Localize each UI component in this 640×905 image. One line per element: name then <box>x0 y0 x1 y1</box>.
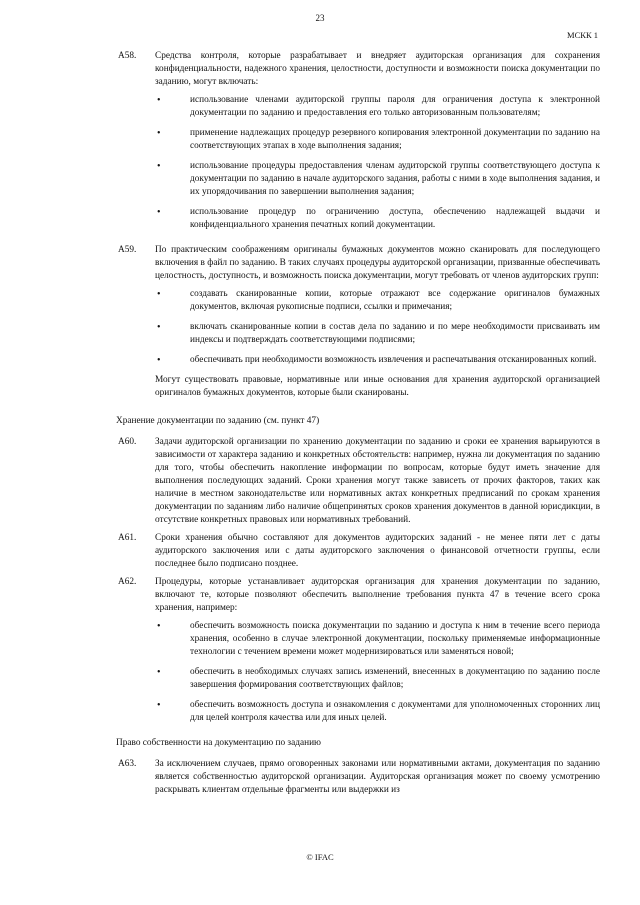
paragraph-text: За исключением случаев, прямо оговоренных законами или нормативными актами, документация по заданию является собственностью аудиторской организации. Аудиторская организация может по своему усмотрению раскрывать клиентам отдельные фрагменты или выдержки из <box>155 759 600 795</box>
paragraph-a62 <box>118 576 600 732</box>
paragraph-a59 <box>118 244 600 410</box>
bullet-icon: • <box>157 667 161 678</box>
list-item: • включать сканированные копии в состав дела по заданию и по мере необходимости присваивать им индексы и подтверждать соответствующими подписями; <box>157 322 600 345</box>
paragraph-a58 <box>118 50 600 239</box>
bullet-list <box>155 288 600 367</box>
bullet-icon: • <box>157 128 161 139</box>
list-item: • использование процедуры предоставления членам аудиторской группы соответствующего доступа к документации по заданию в начале аудиторского задания, работы с ними в ходе выполнения задания, и их упорядочивания по завершении выполнения задания; <box>157 161 600 197</box>
paragraph-a60 <box>118 436 600 527</box>
bullet-icon: • <box>157 207 161 218</box>
paragraph-text: По практическим соображениям оригиналы бумажных документов можно сканировать для последующего включения в файл по заданию. В таких случаях процедуры аудиторской организации, призванные обеспечивать целостность, доступность, и возможность поиска документации, могут требовать от членов аудиторских групп: <box>155 245 600 281</box>
paragraph-number: A59. <box>118 245 137 255</box>
bullet-icon: • <box>157 161 161 172</box>
list-item: • создавать сканированные копии, которые отражают все содержание оригиналов бумажных документов, включая рукописные подписи, ссылки и примечания; <box>157 289 600 312</box>
standard-code: МСКК 1 <box>567 30 598 40</box>
paragraph-number: A60. <box>118 437 137 447</box>
list-item: • обеспечивать при необходимости возможность извлечения и распечатывания отсканированных копий. <box>157 355 597 366</box>
section-heading-retention: Хранение документации по заданию (см. пункт 47) <box>116 416 320 426</box>
bullet-list <box>155 620 600 725</box>
paragraph-number: A62. <box>118 577 137 587</box>
paragraph-text: Процедуры, которые устанавливает аудиторская организация для хранения документации по заданию, включают те, которые позволяют обеспечить выполнение требования пункта 47 в течение всего срока хранения, например: <box>155 577 600 613</box>
bullet-icon: • <box>157 289 161 300</box>
paragraph-a63 <box>118 758 600 797</box>
bullet-icon: • <box>157 700 161 711</box>
list-item: • обеспечить возможность доступа и ознакомления с документами для уполномоченных сторонних лиц для целей контроля качества или для иных целей. <box>157 700 600 723</box>
list-item: • использование членами аудиторской группы пароля для ограничения доступа к электронной документации по заданию и предоставления его только авторизованным пользователям; <box>157 95 600 118</box>
bullet-icon: • <box>157 621 161 632</box>
bullet-icon: • <box>157 322 161 333</box>
list-item: • обеспечить возможность поиска документации по заданию и доступа к ним в течение всего периода хранения, особенно в случае электронной документации, поскольку применяемые информационные технологии с течением времени может модернизироваться или заменяться новой; <box>157 621 600 657</box>
paragraph-follow-text: Могут существовать правовые, нормативные или иные основания для хранения аудиторской организацией оригиналов бумажных документов, которые были сканированы. <box>155 375 600 398</box>
paragraph-number: A63. <box>118 759 137 769</box>
bullet-icon: • <box>157 95 161 106</box>
list-item: • применение надлежащих процедур резервного копирования электронной документации по заданию на соответствующих этапах в ходе выполнения задания; <box>157 128 600 151</box>
document-body <box>118 50 600 802</box>
bullet-icon: • <box>157 355 161 366</box>
paragraph-number: A58. <box>118 51 137 61</box>
paragraph-number: A61. <box>118 533 137 543</box>
bullet-list <box>155 94 600 232</box>
list-item: • обеспечить в необходимых случаях запись изменений, внесенных в документацию по заданию после завершения формирования соответствующих файлов; <box>157 667 600 690</box>
paragraph-text: Средства контроля, которые разрабатывает и внедряет аудиторская организация для сохранения конфиденциальности, надежного хранения, целостности, доступности и возможности поиска документации по заданию, могут включать: <box>155 51 600 87</box>
footer-copyright: © IFAC <box>306 852 334 862</box>
page-number: 23 <box>315 13 325 23</box>
paragraph-text: Задачи аудиторской организации по хранению документации по заданию и сроки ее хранения варьируются в зависимости от характера заданию и конкретных обстоятельств: например, нужна ли документация по заданию для того, чтобы обеспечить накопление информации по вопросам, которые будут иметь значение для выполнения последующих заданий. Сроки хранения могут также зависеть от прочих факторов, таких как наличие в местном законодательстве или нормативных актах конкретных предписаний по срокам хранения документации по заданиям либо наличие общепринятых сроков хранения документов в данной юрисдикции, в отсутствие конкретных правовых или нормативных требований. <box>155 437 600 525</box>
paragraph-text: Сроки хранения обычно составляют для документов аудиторских заданий - не менее пяти лет с даты аудиторского заключения или с даты аудиторского заключения о финансовой отчетности группы, если последнее было подписано позднее. <box>155 533 600 569</box>
paragraph-a61 <box>118 532 600 571</box>
list-item: • использование процедур по ограничению доступа, обеспечению надлежащей выдачи и конфиденциального хранения печатных копий документации. <box>157 207 600 230</box>
section-heading-ownership: Право собственности на документацию по заданию <box>116 738 321 748</box>
